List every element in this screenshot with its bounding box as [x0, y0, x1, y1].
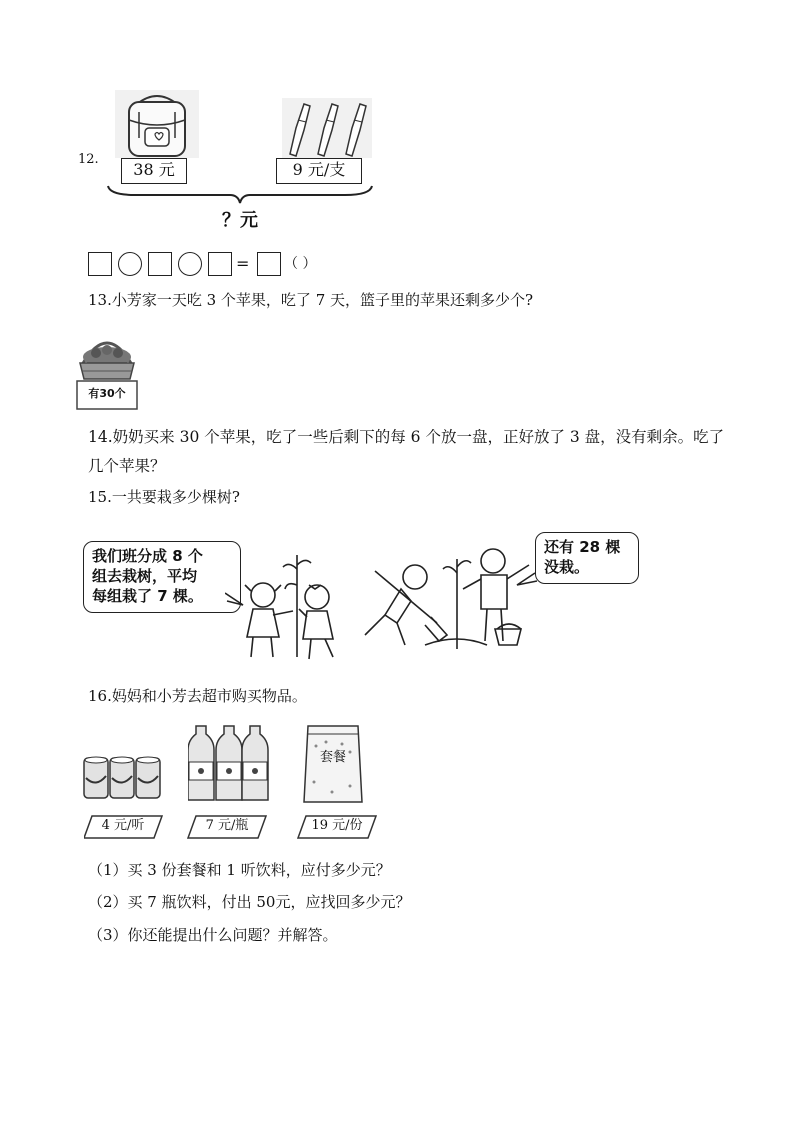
backpack-icon [115, 90, 199, 158]
tree-planting-illustration [225, 545, 635, 665]
question-13-text: 13.小芳家一天吃 3 个苹果，吃了 7 天，篮子里的苹果还剩多少个? [88, 291, 534, 309]
question-16-sub-2: （2）买 7 瓶饮料，付出 50元，应找回多少元？ [88, 893, 411, 911]
bottles-icon [188, 722, 270, 804]
pens-icon [282, 98, 372, 158]
cans-icon [82, 752, 162, 802]
unit-paren: （ ） [284, 256, 317, 272]
operator-circle-2[interactable] [178, 252, 202, 276]
question-16-sub-1: （1）买 3 份套餐和 1 听饮料，应付多少元？ [88, 861, 391, 879]
brace-icon [105, 183, 375, 205]
answer-box-2[interactable] [148, 252, 172, 276]
speech-bubble-right: 还有 28 棵 没栽。 [535, 532, 639, 584]
speech-bubble-left: 我们班分成 8 个 组去栽树，平均 每组栽了 7 棵。 [83, 541, 241, 613]
equals-sign: = [236, 254, 250, 273]
pen-price: 9 元/支 [276, 158, 362, 184]
answer-box-1[interactable] [88, 252, 112, 276]
question-12-number: 12. [78, 152, 99, 167]
question-14-line2: 几个苹果？ [88, 457, 166, 475]
price-tag-can: 4 元/听 [101, 818, 145, 833]
question-16-sub-3: （3）你还能提出什么问题？并解答。 [88, 926, 338, 944]
answer-box-result[interactable] [257, 252, 281, 276]
answer-box-3[interactable] [208, 252, 232, 276]
question-16-text: 16.妈妈和小芳去超市购买物品。 [88, 687, 307, 705]
question-15-text: 15.一共要栽多少棵树? [88, 488, 240, 506]
basket-label: 有30个 [88, 387, 126, 400]
price-tag-set-meal: 19 元/份 [311, 818, 363, 833]
total-price-question: ？元 [222, 210, 258, 231]
price-tag-bottle: 7 元/瓶 [205, 818, 249, 833]
operator-circle-1[interactable] [118, 252, 142, 276]
set-meal-label: 套餐 [319, 750, 346, 765]
question-14-line1: 14.奶奶买来 30 个苹果，吃了一些后剩下的每 6 个放一盘，正好放了 3 盘，没有剩余。吃了 [88, 428, 725, 446]
backpack-price: 38 元 [121, 158, 187, 184]
